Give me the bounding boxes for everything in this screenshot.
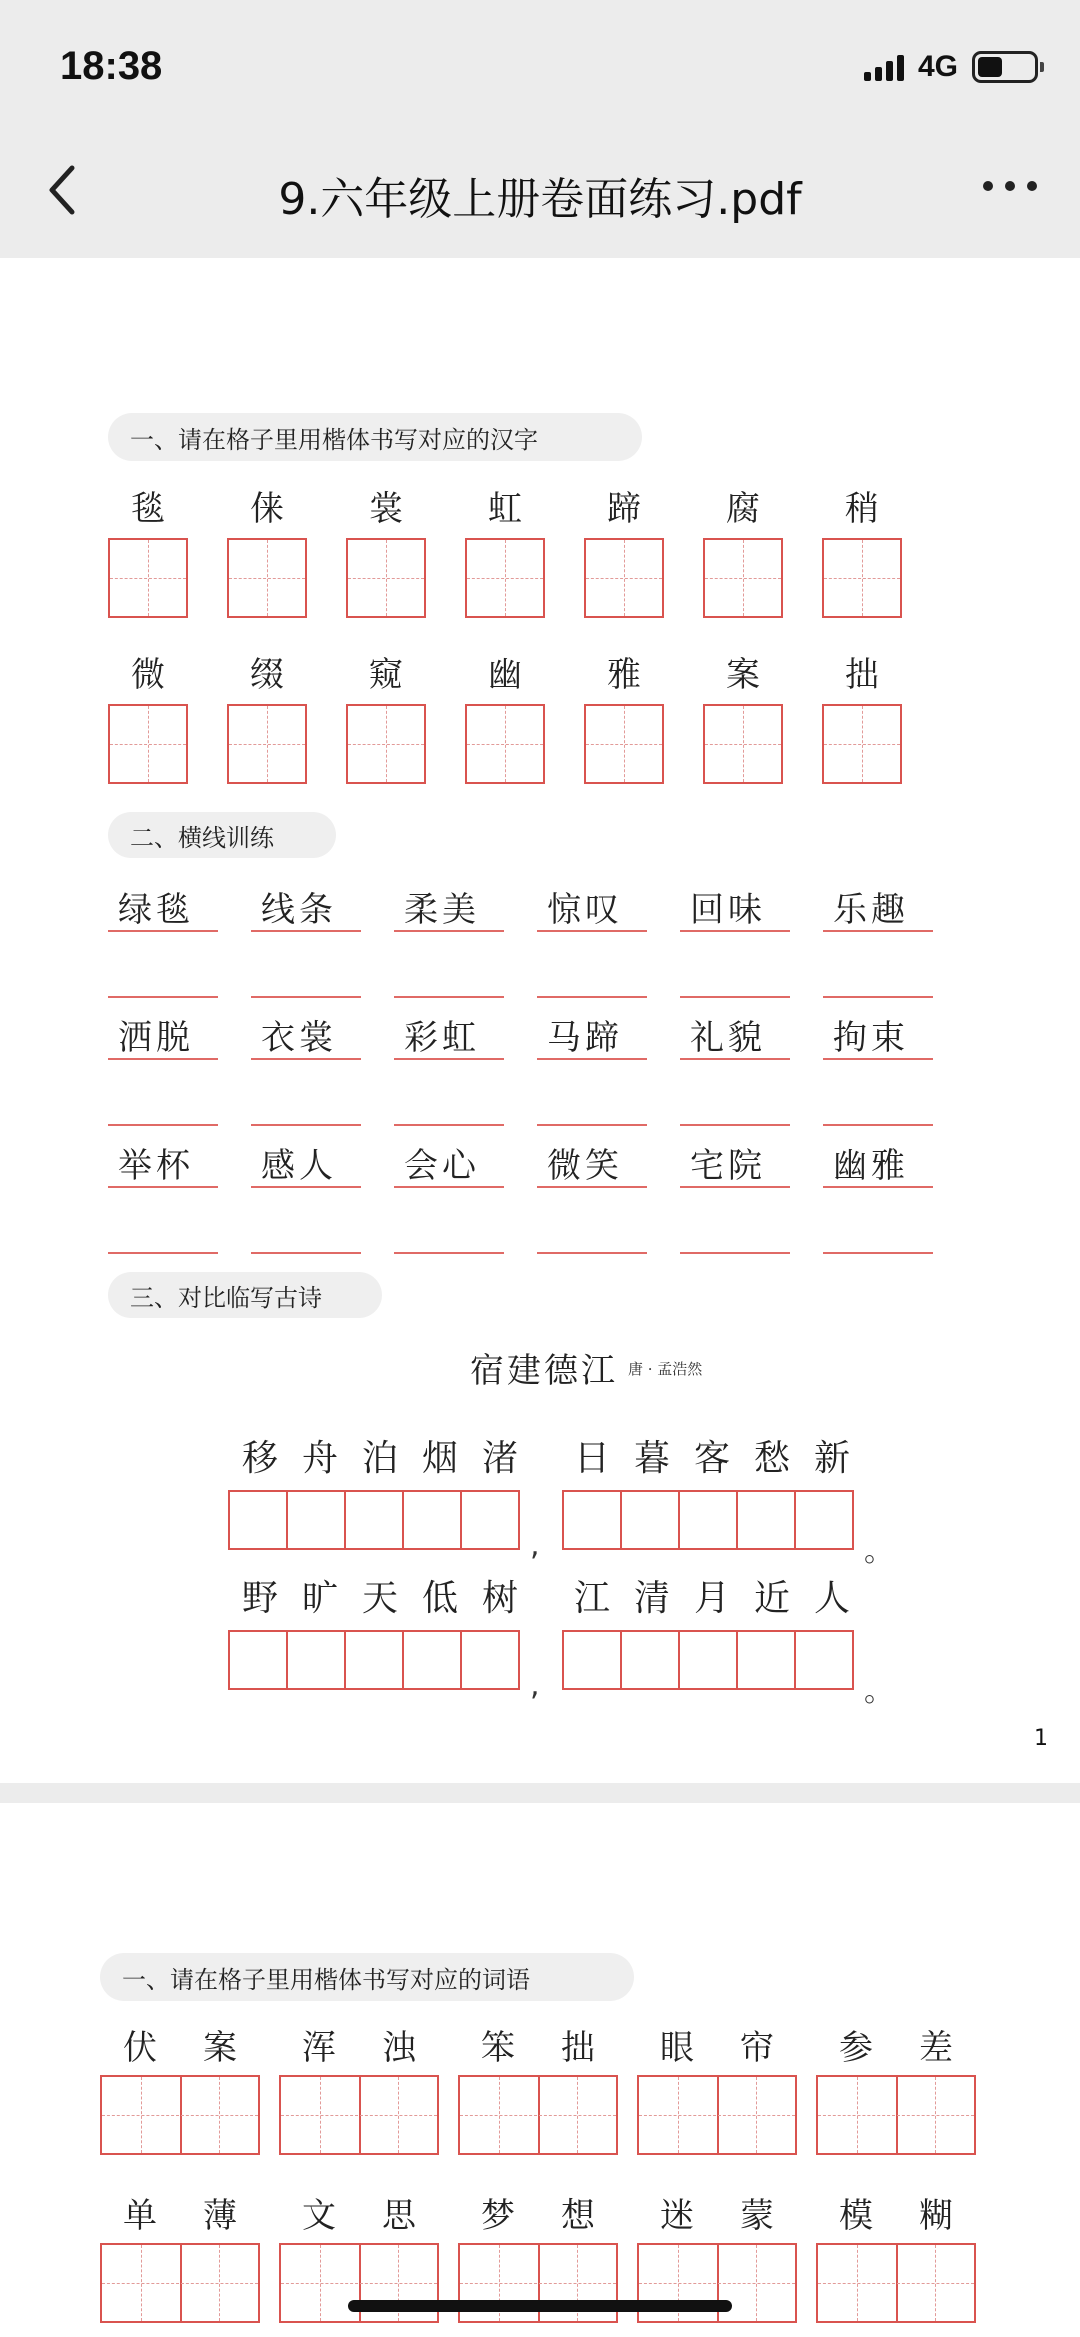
grid-guide xyxy=(818,2115,974,2116)
poem-line-2b xyxy=(562,1570,862,1621)
model-char: 眼 xyxy=(660,2027,694,2068)
model-word: 线条 xyxy=(261,890,337,930)
word-cell xyxy=(816,2013,976,2155)
poem-line-2a xyxy=(230,1570,530,1621)
line-practice-item xyxy=(680,872,790,1000)
poem-char: 移 xyxy=(241,1438,278,1479)
model-char: 裳 xyxy=(369,489,403,529)
poem-char: 新 xyxy=(813,1438,850,1479)
line-practice-item xyxy=(680,1128,790,1256)
model-word-chars xyxy=(637,2181,797,2243)
line-practice-item xyxy=(823,1128,933,1256)
model-word: 马蹄 xyxy=(547,1018,623,1058)
model-char: 薄 xyxy=(203,2195,237,2236)
model-word: 幽雅 xyxy=(833,1146,909,1186)
line-practice-item xyxy=(394,872,504,1000)
poem-char: 愁 xyxy=(753,1438,790,1479)
tian-grid-box[interactable] xyxy=(227,704,307,784)
word-grid-row-1 xyxy=(100,2013,976,2155)
battery-icon xyxy=(972,51,1038,83)
poem-char: 树 xyxy=(481,1578,518,1619)
model-baseline xyxy=(680,930,790,932)
cellular-signal-icon xyxy=(864,53,904,81)
model-char: 案 xyxy=(726,655,760,695)
document-title: 9.六年级上册卷面练习.pdf xyxy=(278,174,802,225)
grid-guide xyxy=(460,2115,616,2116)
model-char: 思 xyxy=(382,2195,416,2236)
model-baseline xyxy=(108,1186,218,1188)
tian-double-box[interactable] xyxy=(816,2243,976,2323)
grid-guide xyxy=(102,2115,258,2116)
char-cell xyxy=(346,480,426,618)
line-practice-item xyxy=(108,872,218,1000)
tian-double-box[interactable] xyxy=(816,2075,976,2155)
tian-grid-box[interactable] xyxy=(346,538,426,618)
model-char: 梦 xyxy=(481,2195,515,2236)
tian-double-box[interactable] xyxy=(100,2243,260,2323)
model-word: 衣裳 xyxy=(261,1018,337,1058)
writing-line[interactable] xyxy=(680,1124,790,1126)
writing-line[interactable] xyxy=(394,1252,504,1254)
writing-line[interactable] xyxy=(823,1124,933,1126)
section-heading-lines: 二、横线训练 xyxy=(108,812,336,858)
poem-char: 泊 xyxy=(361,1438,398,1479)
char-cell xyxy=(822,480,902,618)
model-baseline xyxy=(823,1058,933,1060)
writing-line[interactable] xyxy=(537,1252,647,1254)
line-practice-item xyxy=(537,872,647,1000)
grid-guide xyxy=(281,2283,437,2284)
char-cell xyxy=(584,646,664,784)
status-indicators xyxy=(864,50,1038,84)
model-char: 缀 xyxy=(250,655,284,695)
model-word: 拘束 xyxy=(833,1018,909,1058)
model-baseline xyxy=(823,930,933,932)
tian-double-box[interactable] xyxy=(458,2075,618,2155)
model-char: 文 xyxy=(302,2195,336,2236)
tian-grid-box[interactable] xyxy=(822,538,902,618)
poem-write-box[interactable] xyxy=(228,1630,288,1690)
model-baseline xyxy=(680,1058,790,1060)
model-word-chars xyxy=(637,2013,797,2075)
word-cell xyxy=(100,2181,260,2323)
poem-write-box[interactable] xyxy=(794,1490,854,1550)
tian-double-box[interactable] xyxy=(100,2075,260,2155)
writing-line[interactable] xyxy=(251,996,361,998)
poem-line-1b xyxy=(562,1430,862,1481)
section-heading-hanzi: 一、请在格子里用楷体书写对应的汉字 xyxy=(108,413,642,461)
tian-grid-box[interactable] xyxy=(703,704,783,784)
pdf-page-2[interactable] xyxy=(0,1803,1080,2337)
writing-line[interactable] xyxy=(108,1252,218,1254)
model-char: 伏 xyxy=(123,2027,157,2068)
model-char: 糊 xyxy=(919,2195,953,2236)
model-char: 想 xyxy=(561,2195,595,2236)
poem-char: 暮 xyxy=(633,1438,670,1479)
tian-grid-box[interactable] xyxy=(584,538,664,618)
writing-line[interactable] xyxy=(251,1124,361,1126)
model-char: 雅 xyxy=(607,655,641,695)
model-word: 感人 xyxy=(261,1146,337,1186)
poem-write-box[interactable] xyxy=(562,1490,622,1550)
char-cell xyxy=(703,480,783,618)
poem-write-box[interactable] xyxy=(620,1490,680,1550)
tian-double-box[interactable] xyxy=(637,2075,797,2155)
model-char: 窥 xyxy=(369,655,403,695)
tian-grid-box[interactable] xyxy=(584,704,664,784)
tian-grid-box[interactable] xyxy=(346,704,426,784)
poem-write-box[interactable] xyxy=(460,1490,520,1550)
model-char: 浊 xyxy=(382,2027,416,2068)
model-word: 举杯 xyxy=(118,1146,194,1186)
model-baseline xyxy=(394,930,504,932)
model-word: 微笑 xyxy=(547,1146,623,1186)
model-baseline xyxy=(537,1186,647,1188)
model-char: 蒙 xyxy=(740,2195,774,2236)
word-cell xyxy=(100,2013,260,2155)
poem-write-box[interactable] xyxy=(620,1630,680,1690)
model-baseline xyxy=(251,930,361,932)
line-practice-grid xyxy=(108,872,933,1256)
line-practice-item xyxy=(251,1000,361,1128)
grid-guide xyxy=(639,2283,795,2284)
poem-char: 舟 xyxy=(301,1438,338,1479)
char-grid-row-1 xyxy=(108,480,902,618)
status-bar xyxy=(0,0,1080,130)
tian-grid-box[interactable] xyxy=(227,538,307,618)
poem-char: 日 xyxy=(573,1438,610,1479)
char-cell xyxy=(227,480,307,618)
model-word: 会心 xyxy=(404,1146,480,1186)
period-1: 。 xyxy=(864,1534,894,1569)
poem-write-box[interactable] xyxy=(678,1490,738,1550)
line-practice-item xyxy=(537,1000,647,1128)
model-word: 回味 xyxy=(690,890,766,930)
grid-guide xyxy=(281,2115,437,2116)
char-cell xyxy=(584,480,664,618)
poem-char: 天 xyxy=(361,1578,398,1619)
tian-grid-box[interactable] xyxy=(703,538,783,618)
writing-line[interactable] xyxy=(394,1124,504,1126)
model-char: 毯 xyxy=(131,489,165,529)
poem-box-row-2a xyxy=(228,1630,520,1690)
char-cell xyxy=(346,646,426,784)
grid-guide xyxy=(460,2283,616,2284)
period-2: 。 xyxy=(864,1674,894,1709)
model-char: 腐 xyxy=(726,489,760,529)
model-baseline xyxy=(537,930,647,932)
model-char: 迷 xyxy=(660,2195,694,2236)
model-word-chars xyxy=(279,2181,439,2243)
model-baseline xyxy=(394,1186,504,1188)
model-char: 笨 xyxy=(481,2027,515,2068)
model-char: 拙 xyxy=(845,655,879,695)
writing-line[interactable] xyxy=(680,1252,790,1254)
tian-grid-box[interactable] xyxy=(465,538,545,618)
line-practice-item xyxy=(108,1000,218,1128)
model-word: 惊叹 xyxy=(547,890,623,930)
word-cell xyxy=(458,2013,618,2155)
model-word: 乐趣 xyxy=(833,890,909,930)
line-practice-item xyxy=(823,1000,933,1128)
model-word-chars xyxy=(100,2181,260,2243)
poem-write-box[interactable] xyxy=(344,1490,404,1550)
model-word: 宅院 xyxy=(690,1146,766,1186)
word-cell xyxy=(816,2181,976,2323)
poem-char: 渚 xyxy=(481,1438,518,1479)
poem-char: 人 xyxy=(813,1578,850,1619)
writing-line[interactable] xyxy=(108,996,218,998)
poem-char: 低 xyxy=(421,1578,458,1619)
line-practice-item xyxy=(394,1128,504,1256)
model-word-chars xyxy=(100,2013,260,2075)
char-cell xyxy=(465,646,545,784)
model-char: 微 xyxy=(131,655,165,695)
writing-line[interactable] xyxy=(823,996,933,998)
poem-char: 野 xyxy=(241,1578,278,1619)
comma-2: , xyxy=(530,1668,540,1703)
comma-1: , xyxy=(530,1528,540,1563)
model-baseline xyxy=(823,1186,933,1188)
poem-char: 客 xyxy=(693,1438,730,1479)
model-baseline xyxy=(251,1186,361,1188)
writing-line[interactable] xyxy=(680,996,790,998)
writing-line[interactable] xyxy=(394,996,504,998)
section-heading-words: 一、请在格子里用楷体书写对应的词语 xyxy=(100,1953,634,2001)
line-practice-item xyxy=(537,1128,647,1256)
poem-write-box[interactable] xyxy=(460,1630,520,1690)
line-practice-item xyxy=(823,872,933,1000)
model-word: 洒脱 xyxy=(118,1018,194,1058)
line-practice-item xyxy=(251,1128,361,1256)
poem-write-box[interactable] xyxy=(736,1630,796,1690)
more-options-icon[interactable] xyxy=(980,176,1040,196)
poem-author: 唐 · 孟浩然 xyxy=(628,1360,703,1378)
char-cell xyxy=(108,480,188,618)
tian-grid-box[interactable] xyxy=(465,704,545,784)
char-cell xyxy=(703,646,783,784)
char-cell xyxy=(227,646,307,784)
poem-char: 江 xyxy=(573,1578,610,1619)
model-baseline xyxy=(108,930,218,932)
section-heading-poem: 三、对比临写古诗 xyxy=(108,1272,382,1318)
model-baseline xyxy=(108,1058,218,1060)
poem-title: 宿建德江 xyxy=(470,1351,618,1391)
model-char: 虹 xyxy=(488,489,522,529)
poem-box-row-1a xyxy=(228,1490,520,1550)
model-word-chars xyxy=(816,2013,976,2075)
line-practice-item xyxy=(251,872,361,1000)
poem-write-box[interactable] xyxy=(736,1490,796,1550)
model-word-chars xyxy=(816,2181,976,2243)
poem-char: 月 xyxy=(693,1578,730,1619)
model-char: 幽 xyxy=(488,655,522,695)
model-char: 拙 xyxy=(561,2027,595,2068)
grid-guide xyxy=(818,2283,974,2284)
model-baseline xyxy=(251,1058,361,1060)
poem-line-1a xyxy=(230,1430,530,1481)
model-char: 帘 xyxy=(740,2027,774,2068)
grid-guide xyxy=(102,2283,258,2284)
model-char: 蹄 xyxy=(607,489,641,529)
poem-write-box[interactable] xyxy=(228,1490,288,1550)
line-practice-item xyxy=(680,1000,790,1128)
writing-line[interactable] xyxy=(251,1252,361,1254)
model-word-chars xyxy=(458,2013,618,2075)
model-char: 差 xyxy=(919,2027,953,2068)
model-word: 绿毯 xyxy=(118,890,194,930)
writing-line[interactable] xyxy=(537,996,647,998)
poem-write-box[interactable] xyxy=(678,1630,738,1690)
char-cell xyxy=(465,480,545,618)
poem-write-box[interactable] xyxy=(562,1630,622,1690)
char-cell xyxy=(108,646,188,784)
model-word: 礼貌 xyxy=(690,1018,766,1058)
writing-line[interactable] xyxy=(537,1124,647,1126)
writing-line[interactable] xyxy=(108,1124,218,1126)
model-char: 单 xyxy=(123,2195,157,2236)
poem-char: 旷 xyxy=(301,1578,338,1619)
word-cell xyxy=(279,2013,439,2155)
back-chevron-icon[interactable] xyxy=(38,160,88,220)
network-type: 4G xyxy=(917,50,958,83)
poem-box-row-1b xyxy=(562,1490,854,1550)
poem-write-box[interactable] xyxy=(344,1630,404,1690)
grid-guide xyxy=(639,2115,795,2116)
poem-box-row-2b xyxy=(562,1630,854,1690)
model-char: 稍 xyxy=(845,489,879,529)
page-number: 1 xyxy=(1034,1726,1048,1751)
word-cell xyxy=(637,2013,797,2155)
line-practice-item xyxy=(108,1128,218,1256)
char-grid-row-2 xyxy=(108,646,902,784)
model-char: 俫 xyxy=(250,489,284,529)
poem-write-box[interactable] xyxy=(286,1490,346,1550)
poem-write-box[interactable] xyxy=(794,1630,854,1690)
poem-write-box[interactable] xyxy=(286,1630,346,1690)
tian-grid-box[interactable] xyxy=(108,704,188,784)
model-char: 浑 xyxy=(302,2027,336,2068)
poem-write-box[interactable] xyxy=(402,1490,462,1550)
model-word: 彩虹 xyxy=(404,1018,480,1058)
home-indicator[interactable] xyxy=(348,2300,732,2312)
tian-grid-box[interactable] xyxy=(108,538,188,618)
pdf-page-1[interactable] xyxy=(0,258,1080,1783)
poem-write-box[interactable] xyxy=(402,1630,462,1690)
model-word: 柔美 xyxy=(404,890,480,930)
char-cell xyxy=(822,646,902,784)
line-practice-item xyxy=(394,1000,504,1128)
model-char: 案 xyxy=(203,2027,237,2068)
model-char: 模 xyxy=(839,2195,873,2236)
poem-char: 烟 xyxy=(421,1438,458,1479)
writing-line[interactable] xyxy=(823,1252,933,1254)
poem-char: 近 xyxy=(753,1578,790,1619)
model-word-chars xyxy=(458,2181,618,2243)
model-baseline xyxy=(394,1058,504,1060)
model-baseline xyxy=(680,1186,790,1188)
nav-bar xyxy=(0,130,1080,255)
tian-grid-box[interactable] xyxy=(822,704,902,784)
model-word-chars xyxy=(279,2013,439,2075)
model-baseline xyxy=(537,1058,647,1060)
model-char: 参 xyxy=(839,2027,873,2068)
tian-double-box[interactable] xyxy=(279,2075,439,2155)
status-time: 18:38 xyxy=(60,44,163,88)
poem-char: 清 xyxy=(633,1578,670,1619)
